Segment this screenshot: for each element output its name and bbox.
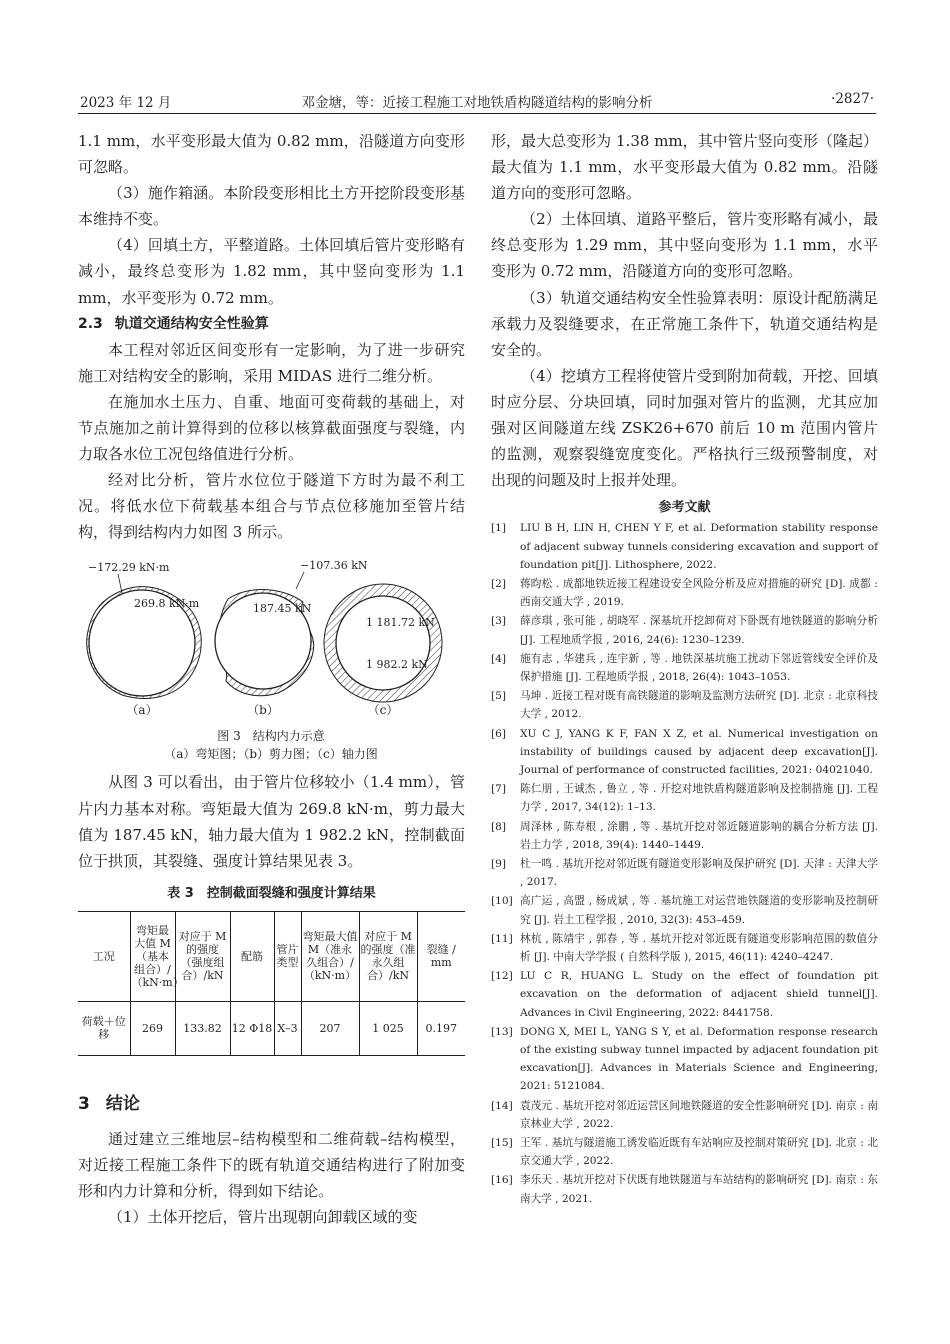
reference-text: 陈仁朋 , 王诚杰 , 鲁立 , 等 . 开挖对地铁盾构隧道影响及控制措施 [J]. 工程力学 , 2017, 34(12): 1–13. [520,783,878,814]
paragraph: （1）土体开挖后，管片出现朝向卸载区域的变 [108,1208,418,1227]
table-cell: 0.197 [417,1001,465,1055]
moment-diagram [87,561,202,717]
reference-item [491,612,878,648]
reference-text: 杜一鸣 . 基坑开挖对邻近既有隧道变形影响及保护研究 [D]. 天津 : 天津大学 , 2017. [520,857,878,889]
table-header: 弯矩最大值 M（基本组合）/（kN·m） [130,911,175,1001]
reference-text: 马坤 . 近接工程对既有高铁隧道的影响及监测方法研究 [D]. 北京 : 北京科技大学 , 2012. [520,690,878,721]
reference-number: [8] [491,820,507,833]
reference-number: [5] [491,690,507,703]
reference-item [491,1171,878,1207]
table-header: 弯矩最大值 M（准永久组合）/（kN·m） [301,911,359,1001]
paragraph: （3）轨道交通结构安全性验算表明：原设计配筋满足承载力及裂缝要求，在正常施工条件下，轨道交通结构是安全的。 [491,288,878,359]
reference-number: [4] [491,652,507,665]
label-axial-2: 1 982.2 kN [366,658,428,672]
paragraph: 本工程对邻近区间变形有一定影响，为了进一步研究施工对结构安全的影响，采用 MIDAS 进行二维分析。 [78,340,465,385]
reference-text: 王军 . 基坑与隧道施工诱发临近既有车站响应及控制对策研究 [D]. 北京 : 北京交通大学 , 2022. [520,1137,878,1168]
reference-number: [15] [491,1137,513,1150]
reference-number: [1] [491,522,507,535]
reference-number: [11] [491,932,513,945]
table-header: 裂缝 / mm [417,911,465,1001]
paragraph: 从图 3 可以看出，由于管片位移较小（1.4 mm），管片内力基本对称。弯矩最大值为 269.8 kN·m，剪力最大值为 187.45 kN，轴力最大值为 1 982.2 kN，控制截面位于拱顶，其裂缝、强度计算结果见表 3。 [78,773,465,870]
reference-item [491,519,878,574]
table-cell: 269 [130,1001,175,1055]
reference-text: LU C R, HUANG L. Study on the effect of foundation pit excavation on the deformation of adjacent shield tunnel[J]. Advances in Civil Engineering, 2022: 8441758. [520,970,878,1019]
reference-text: 施有志 , 华建兵 , 连宇新 , 等 . 地铁深基坑施工扰动下邻近管线安全评价及保护措施 [J]. 工程地质学报 , 2018, 26(4): 1043–1053. [520,652,878,683]
label-axial-1: 1 181.72 kN [366,616,435,630]
table-header: 对应于 M 的强度（准永久组合）/kN [359,911,417,1001]
table-cell: 12 Φ18 [230,1001,274,1055]
reference-number: [2] [491,577,507,590]
reference-item [491,687,878,723]
reference-item [491,1134,878,1170]
paragraph: （4）挖填方工程将使管片受到附加荷载，开挖、回填时应分层、分块回填，同时加强对管片的监测，尤其应加强对区间隧道左线 ZSK26+670 前后 10 m 范围内管片的监测，观察裂缝宽度变化。严格执行三级预警制度，对出现的问题及时上报并处理。 [491,366,878,490]
reference-number: [9] [491,857,507,870]
table-header: 配筋 [230,911,274,1001]
table-header-row [78,911,465,1001]
paragraph: （3）施作箱涵。本阶段变形相比土方开挖阶段变形基本维持不变。 [78,184,465,229]
figure-subcaption: （a）弯矩图；（b）剪力图；（c）轴力图 [164,747,378,762]
section-number: 2.3 [78,315,103,332]
reference-item [491,1097,878,1133]
chapter-title: 结论 [105,1093,140,1114]
references-list [491,519,878,1208]
paragraph: 1.1 mm，水平变形最大值为 0.82 mm，沿隧道方向变形可忽略。 [78,132,465,177]
reference-text: 林杭 , 陈靖宇 , 郭春 , 等 . 基坑开挖对邻近既有隧道变形影响范围的数值分析 [J]. 中南大学学报 ( 自然科学版 ), 2015, 46(11): 4240–4247. [520,932,878,963]
reference-number: [10] [491,895,513,908]
reference-item [491,967,878,1022]
paragraph: （2）土体回填、道路平整后，管片变形略有减小，最终总变形为 1.29 mm，其中竖向变形为 1.1 mm，水平变形为 0.72 mm，沿隧道方向的变形可忽略。 [491,210,878,281]
internal-force-diagram [78,557,465,763]
reference-item [491,650,878,686]
reference-number: [13] [491,1025,513,1038]
table-header: 对应于 M 的强度（强度组合）/kN [175,911,230,1001]
header-page-number: ·2827· [831,91,874,107]
reference-item [491,892,878,928]
reference-text: 高广运 , 高盟 , 杨成斌 , 等 . 基坑施工对运营地铁隧道的变形影响及控制研究 [J]. 岩土工程学报 , 2010, 32(3): 453–459. [520,895,878,926]
results-table [78,911,465,1056]
reference-text: 蒋昀松 . 成都地铁近接工程建设安全风险分析及应对措施的研究 [D]. 成都 : 西南交通大学 , 2019. [520,577,878,609]
left-column [78,128,465,1230]
running-header [78,90,876,114]
table-cell: 荷载＋位移 [81,1015,126,1042]
reference-number: [12] [491,970,513,983]
reference-item [491,575,878,611]
table-title: 表 3 控制截面裂缝和强度计算结果 [167,885,376,901]
reference-text: XU C J, YANG K F, FAN X Z, et al. Numerical investigation on instability of buildings caused by adjacent deep excavation[J]. Journal of performance of constructed facilities, 2021: 04021040. [520,727,878,776]
reference-number: [14] [491,1099,513,1112]
reference-number: [3] [491,615,507,628]
table-header: 管片类型 [274,911,301,1001]
reference-number: [6] [491,727,507,740]
label-shear-min: −107.36 kN [300,559,368,573]
label-shear-max: 187.45 kN [253,602,312,616]
figure-caption: 图 3 结构内力示意 [217,729,325,744]
paragraph: 在施加水土压力、自重、地面可变荷载的基础上，对节点施加之前计算得到的位移以核算截面强度与裂缝，内力取各水位工况包络值进行分析。 [78,392,465,464]
reference-text: 周泽林 , 陈寿根 , 涂鹏 , 等 . 基坑开挖对邻近隧道影响的耦合分析方法 [J]. 岩土力学 , 2018, 39(4): 1440–1449. [520,820,878,851]
table-row [78,1001,465,1055]
reference-text: 薛彦琪 , 张可能 , 胡晓军 . 深基坑开挖卸荷对下卧既有地铁隧道的影响分析 [J]. 工程地质学报 , 2016, 24(6): 1230–1239. [520,615,878,646]
references-title: 参考文献 [658,500,711,516]
figure-3 [78,557,465,763]
reference-text: 袁茂元 . 基坑开挖对邻近运营区间地铁隧道的安全性影响研究 [D]. 南京 : 南京林业大学 , 2022. [520,1099,878,1130]
paragraph: 形，最大总变形为 1.38 mm，其中管片竖向变形（隆起）最大值为 1.1 mm，水平变形最大值为 0.82 mm。沿隧道方向的变形可忽略。 [491,132,878,203]
table-cell: 133.82 [175,1001,230,1055]
subfigure-a-label: （a） [126,703,158,718]
reference-text: 李乐天 . 基坑开挖对下伏既有地铁隧道与车站结构的影响研究 [D]. 南京 : 东南大学 , 2021. [520,1174,878,1205]
label-moment-max: 269.8 kN·m [134,597,200,611]
label-moment-min: −172.29 kN·m [88,561,170,575]
section-title: 轨道交通结构安全性验算 [114,315,269,332]
table-cell: X–3 [274,1001,301,1055]
reference-item [491,818,878,854]
chapter-heading [78,1090,465,1118]
subfigure-c-label: （c） [367,703,399,718]
reference-number: [7] [491,783,507,796]
table-cell: 1 025 [359,1001,417,1055]
axial-force-diagram [324,584,442,717]
header-title: 邓金塘，等：近接工程施工对地铁盾构隧道结构的影响分析 [301,95,653,111]
paragraph: （4）回填土方，平整道路。土体回填后管片变形略有减小，最终总变形为 1.82 mm，其中竖向变形为 1.1 mm，水平变形为 0.72 mm。 [78,236,465,307]
reference-item [491,780,878,816]
reference-item [491,725,878,780]
reference-text: LIU B H, LIN H, CHEN Y F, et al. Deformation stability response of adjacent subway tunnels considering excavation and support of foundation pit[J]. Lithosphere, 2022. [520,522,878,571]
reference-number: [16] [491,1174,513,1187]
reference-item [491,855,878,891]
paragraph: 通过建立三维地层–结构模型和二维荷载–结构模型，对近接工程施工条件下的既有轨道交通结构进行了附加变形和内力计算和分析，得到如下结论。 [78,1129,465,1200]
table-cell: 207 [301,1001,359,1055]
chapter-number: 3 [78,1093,90,1114]
reference-item [491,930,878,966]
subfigure-b-label: （b） [247,703,279,718]
reference-item [491,1023,878,1096]
paragraph: 经对比分析，管片水位位于隧道下方时为最不利工况。将低水位下荷载基本组合与节点位移施加至管片结构，得到结构内力如图 3 所示。 [78,471,465,542]
reference-text: DONG X, MEI L, YANG S Y, et al. Deformation response research of the existing subway tunnel impacted by adjacent foundation pit excavation[J]. Advances in Materials Science and Engineering, 2021: 5121084. [520,1025,878,1093]
table-header: 工况 [92,949,115,963]
header-date: 2023 年 12 月 [80,95,172,111]
right-column [491,128,878,1209]
section-heading [78,311,465,337]
